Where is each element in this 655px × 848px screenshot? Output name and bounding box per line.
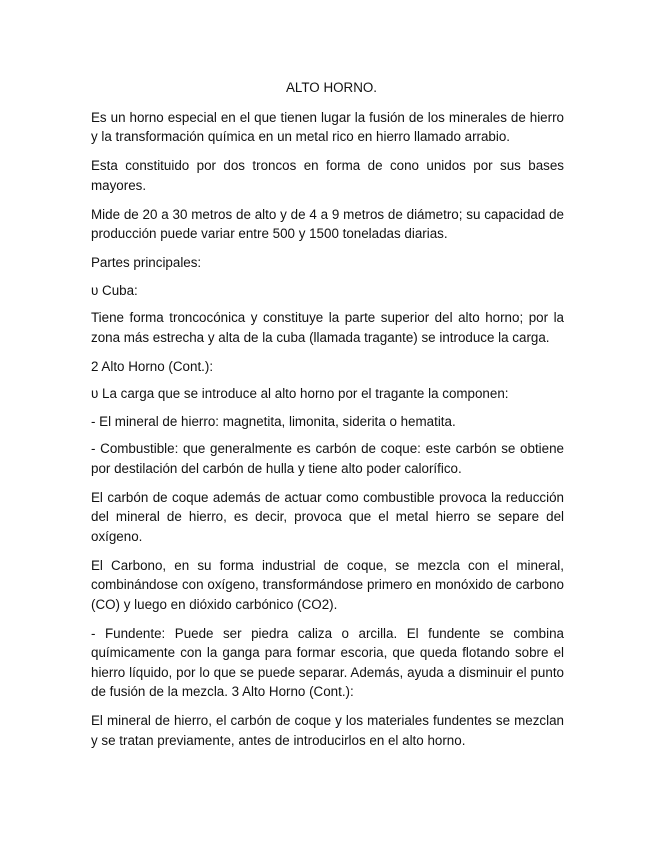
paragraph: Esta constituido por dos troncos en forma de cono unidos por sus bases mayores. [91,158,564,193]
document-title: ALTO HORNO. [285,80,378,95]
paragraph: El carbón de coque además de actuar como combustible provoca la reducción del mineral de hierro, es decir, provoca que el metal hierro se separe del oxígeno. [91,489,564,544]
paragraph: Tiene forma troncocónica y constituye la parte superior del alto horno; por la zona más estrecha y alta de la cuba (llamada tragante) se introduce la carga. [91,310,564,345]
paragraph: υ La carga que se introduce al alto horno por el tragante la componen: [91,386,509,401]
paragraph: El mineral de hierro, el carbón de coque y los materiales fundentes se mezclan y se tratan previamente, antes de introducirlos en el alto horno. [91,713,564,748]
section-heading: 2 Alto Horno (Cont.): [91,358,214,374]
list-item: - El mineral de hierro: magnetita, limonita, siderita o hematita. [91,413,456,429]
paragraph: El Carbono, en su forma industrial de coque, se mezcla con el mineral, combinándose con oxígeno, transformándose primero en monóxido de carbono (CO) y luego en dióxido carbónico (CO2). [91,557,564,612]
document-page [91,78,564,760]
list-item: - Fundente: Puede ser piedra caliza o arcilla. El fundente se combina químicamente con la ganga para formar escoria, que queda flotando sobre el hierro líquido, por lo que se puede separar. Además, ayuda a disminuir el punto de fusión de la mezcla. 3 Alto Horno (Cont.): [91,625,564,699]
subsection-heading: υ Cuba: [91,282,138,298]
paragraph: Mide de 20 a 30 metros de alto y de 4 a 9 metros de diámetro; su capacidad de producción puede variar entre 500 y 1500 toneladas diarias. [91,206,564,241]
paragraph: Es un horno especial en el que tienen lugar la fusión de los minerales de hierro y la transformación química en un metal rico en hierro llamado arrabio. [91,109,564,144]
section-heading: Partes principales: [91,255,202,270]
list-item: - Combustible: que generalmente es carbón de coque: este carbón se obtiene por destilación del carbón de hulla y tiene alto poder calorífico. [91,441,564,476]
